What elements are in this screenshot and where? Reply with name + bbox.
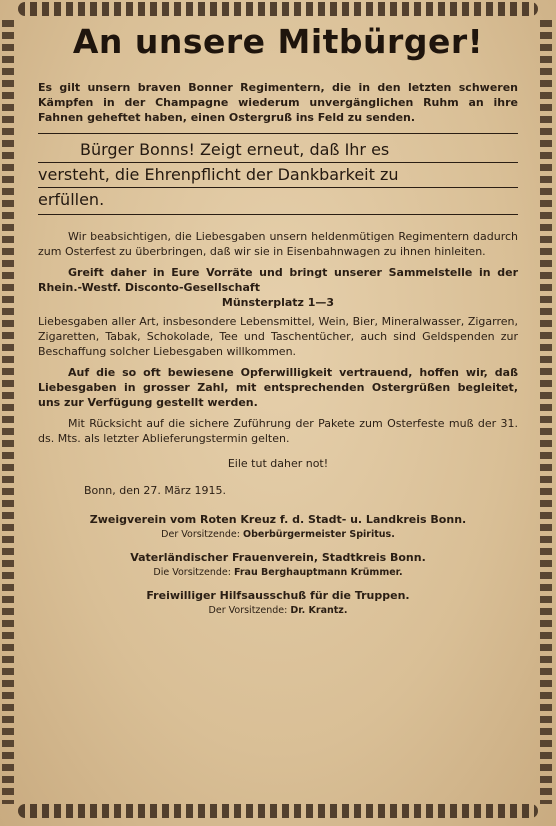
appeal-line-2: versteht, die Ehrenpflicht der Dankbarkeit zu xyxy=(38,163,518,188)
paragraph-trust: Auf die so oft bewiesene Opferwilligkeit vertrauend, hoffen wir, daß Liebesgaben in grosser Zahl, mit entsprechenden Ostergrüßen begleitet, uns zur Verfügung gestellt werden. xyxy=(38,366,518,410)
divider-bottom xyxy=(38,214,518,215)
ornamental-border-top xyxy=(18,2,538,16)
signatory-2-org: Vaterländischer Frauenverein, Stadtkreis Bonn. xyxy=(130,551,426,565)
signatory-2 xyxy=(38,550,518,580)
ornamental-border-right xyxy=(540,20,552,804)
signatory-3-role: Der Vorsitzende: xyxy=(208,605,288,617)
signatory-1-role: Der Vorsitzende: xyxy=(161,529,240,541)
signatory-2-line xyxy=(38,566,518,580)
appeal-block xyxy=(38,138,518,212)
paragraph-gifts: Liebesgaben aller Art, insbesondere Lebensmittel, Wein, Bier, Mineralwasser, Zigarren, Zigaretten, Tabak, Schokolade, Tee und Taschentücher, auch sind Geldspenden zur Beschaffung solcher Liebesgaben willkommen. xyxy=(38,315,518,359)
dateline: Bonn, den 27. März 1915. xyxy=(84,484,226,498)
signatory-2-name: Frau Berghauptmann Krümmer. xyxy=(233,567,403,579)
ornamental-border-bottom xyxy=(18,804,538,818)
collection-address: Münsterplatz 1—3 xyxy=(221,296,335,310)
poster-content xyxy=(38,24,518,796)
divider-top xyxy=(38,133,518,134)
appeal-line-1: Bürger Bonns! Zeigt erneut, daß Ihr es xyxy=(38,138,518,163)
signatory-3-line xyxy=(38,604,518,618)
appeal-line-3: erfüllen. xyxy=(38,190,105,210)
poster-title: An unsere Mitbürger! xyxy=(72,22,484,61)
ornamental-border-left xyxy=(2,20,14,804)
urgent-note: Eile tut daher not! xyxy=(227,457,329,471)
intro-paragraph: Es gilt unsern braven Bonner Regimentern, die in den letzten schweren Kämpfen in der Champagne wiederum unvergänglichen Ruhm an ihre Fahnen geheftet haben, einen Ostergruß ins Feld zu senden. xyxy=(38,81,518,125)
signatory-1-name: Oberbürgermeister Spiritus. xyxy=(243,529,395,541)
paragraph-collection: Greift daher in Eure Vorräte und bringt unserer Sammelstelle in der Rhein.-Westf. Disconto-Gesellschaft xyxy=(38,266,518,295)
paragraph-plan: Wir beabsichtigen, die Liebesgaben unsern heldenmütigen Regimentern dadurch zum Osterfest zu überbringen, daß wir sie in Eisenbahnwagen zu ihnen hinleiten. xyxy=(38,230,518,259)
signatory-3 xyxy=(38,588,518,618)
signatory-1-org: Zweigverein vom Roten Kreuz f. d. Stadt- u. Landkreis Bonn. xyxy=(89,513,467,527)
signatory-1-line xyxy=(38,528,518,542)
signatory-3-org: Freiwilliger Hilfsausschuß für die Truppen. xyxy=(146,589,410,603)
signatory-3-name: Dr. Krantz. xyxy=(290,605,348,617)
signatory-1 xyxy=(38,512,518,542)
signatory-2-role: Die Vorsitzende: xyxy=(153,567,231,579)
paragraph-deadline: Mit Rücksicht auf die sichere Zuführung der Pakete zum Osterfeste muß der 31. ds. Mts. als letzter Ablieferungstermin gelten. xyxy=(38,417,518,446)
